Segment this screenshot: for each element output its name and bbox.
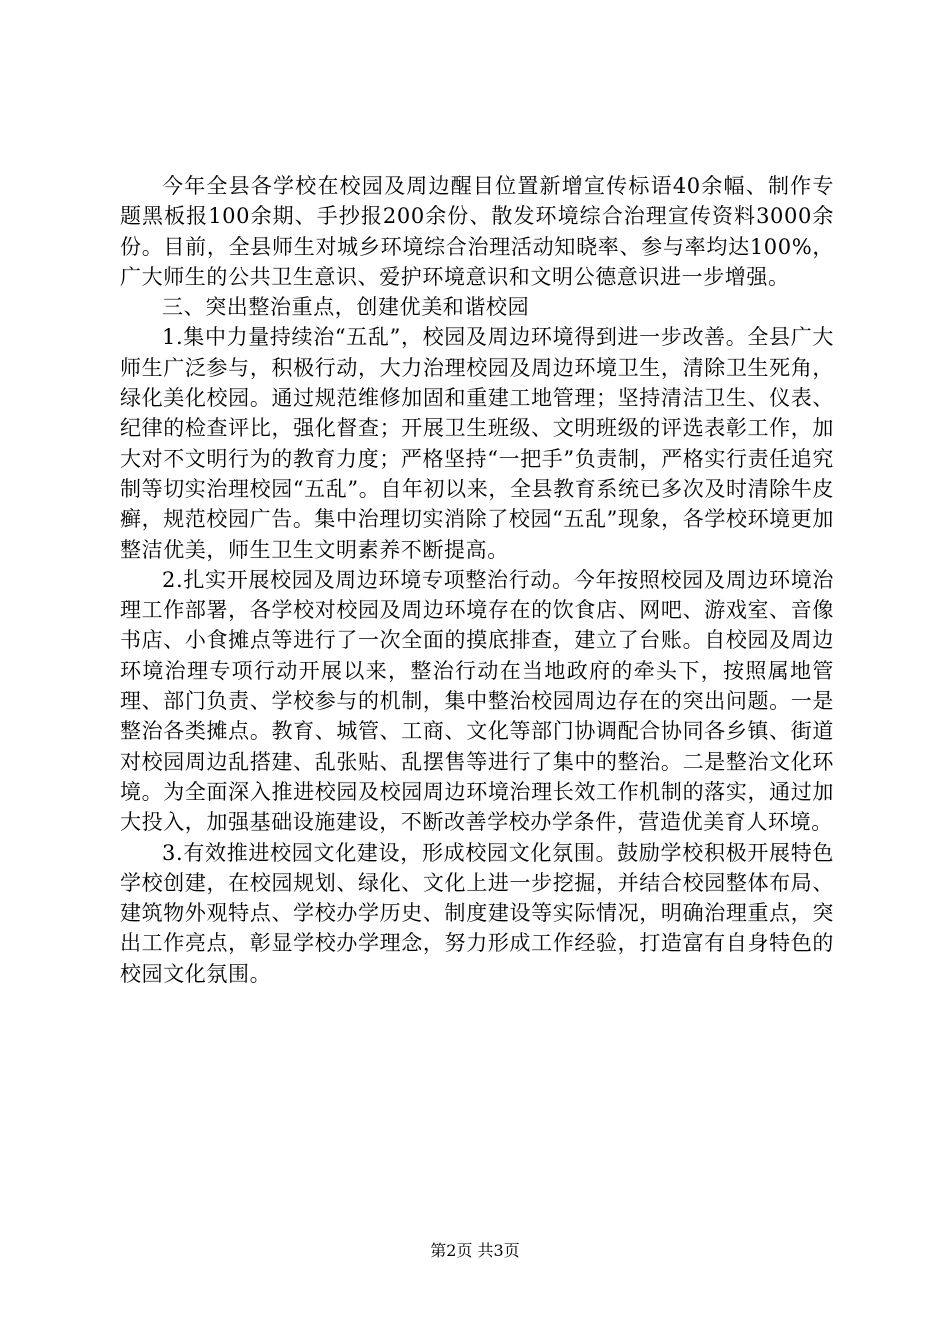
paragraph-item-1: 1.集中力量持续治“五乱”，校园及周边环境得到进一步改善。全县广大师生广泛参与，积极行动，大力治理校园及周边环境卫生，清除卫生死角，绿化美化校园。通过规范维修加固和重建工地管理；坚持清洁卫生、仪表、纪律的检查评比，强化督查；开展卫生班级、文明班级的评选表彰工作，加大对不文明行为的教育力度；严格坚持“一把手”负责制，严格实行责任追究制等切实治理校园“五乱”。自年初以来，全县教育系统已多次及时清除牛皮癣，规范校园广告。集中治理切实消除了校园“五乱”现象，各学校环境更加整洁优美，师生卫生文明素养不断提高。 xyxy=(120,325,834,562)
paragraph-item-2: 2.扎实开展校园及周边环境专项整治行动。今年按照校园及周边环境治理工作部署，各学校对校园及周边环境存在的饮食店、网吧、游戏室、音像书店、小食摊点等进行了一次全面的摸底排查，建立了台账。自校园及周边环境治理专项行动开展以来，整治行动在当地政府的牵头下，按照属地管理、部门负责、学校参与的机制，集中整治校园周边存在的突出问题。一是整治各类摊点。教育、城管、工商、文化等部门协调配合协同各乡镇、街道对校园周边乱搭建、乱张贴、乱摆售等进行了集中的整治。二是整治文化环境。为全面深入推进校园及校园周边环境治理长效工作机制的落实，通过加大投入，加强基础设施建设，不断改善学校办学条件，营造优美育人环境。 xyxy=(120,567,834,835)
paragraph-publicity-results: 今年全县各学校在校园及周边醒目位置新增宣传标语40余幅、制作专题黑板报100余期、手抄报200余份、散发环境综合治理宣传资料3000余份。目前，全县师生对城乡环境综合治理活动知晓率、参与率均达100%，广大师生的公共卫生意识、爱护环境意识和文明公德意识进一步增强。 xyxy=(120,174,834,289)
page-footer: 第2页 共3页 xyxy=(430,1241,520,1260)
section-heading-three: 三、突出整治重点，创建优美和谐校园 xyxy=(162,295,530,320)
paragraph-item-3: 3.有效推进校园文化建设，形成校园文化氛围。鼓励学校积极开展特色学校创建，在校园规划、绿化、文化上进一步挖掘，并结合校园整体布局、建筑物外观特点、学校办学历史、制度建设等实际情况，明确治理重点，突出工作亮点，彰显学校办学理念，努力形成工作经验，打造富有自身特色的校园文化氛围。 xyxy=(120,840,834,986)
document-body xyxy=(120,171,834,989)
